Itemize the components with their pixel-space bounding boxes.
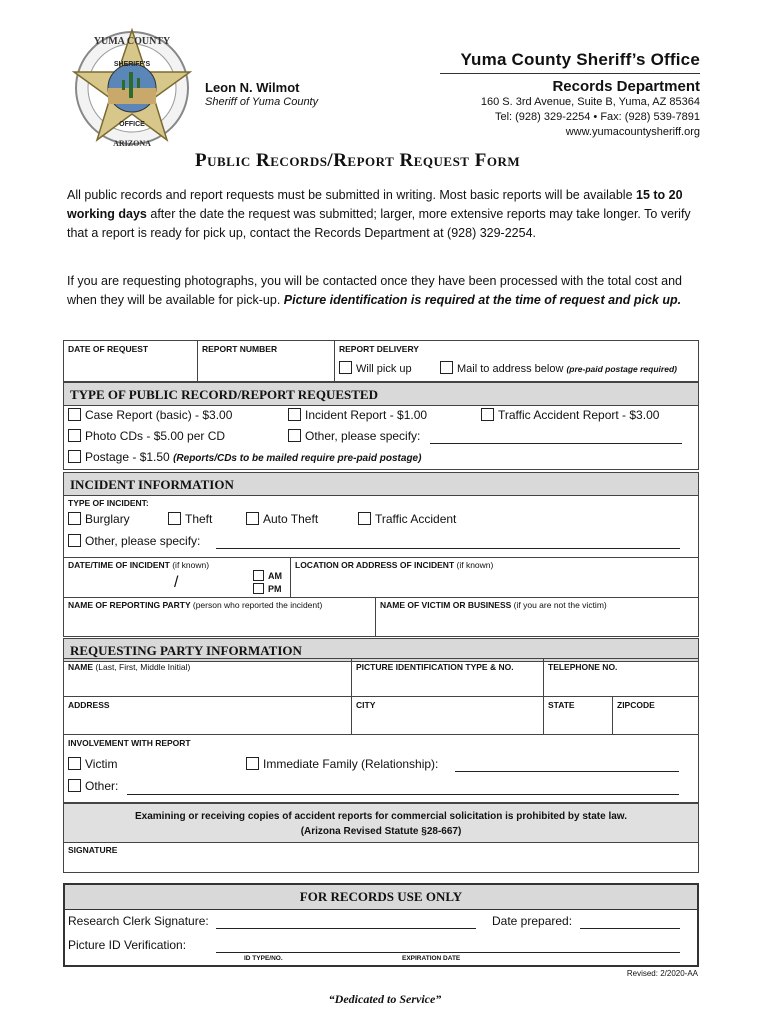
theft-option[interactable]: Theft — [168, 512, 212, 526]
incident-section-title: INCIDENT INFORMATION — [63, 472, 699, 496]
report-number-label: REPORT NUMBER — [202, 344, 278, 354]
pm-checkbox[interactable] — [253, 583, 264, 594]
reporting-party-field[interactable] — [64, 612, 374, 636]
city-field[interactable] — [352, 712, 542, 733]
sheriff-seal-logo — [66, 24, 198, 154]
sheriff-title: Sheriff of Yuma County — [205, 96, 319, 108]
other-incident-checkbox[interactable] — [68, 534, 81, 547]
incident-datetime-field[interactable] — [64, 572, 244, 594]
date-slash: / — [174, 574, 179, 591]
office-phone-fax: Tel: (928) 329-2254 • Fax: (928) 539-7891 — [494, 111, 700, 123]
svg-text:YUMA COUNTY: YUMA COUNTY — [93, 36, 171, 47]
other-involvement-option[interactable]: Other: — [68, 779, 118, 793]
state-field[interactable] — [544, 712, 611, 733]
clerk-signature-field[interactable] — [216, 928, 476, 929]
burglary-option[interactable]: Burglary — [68, 512, 130, 526]
other-involvement-field[interactable] — [127, 794, 679, 795]
picture-id-field[interactable] — [352, 674, 542, 695]
picture-id-verification-field[interactable] — [216, 952, 680, 953]
traffic-report-option[interactable]: Traffic Accident Report - $3.00 — [481, 408, 659, 422]
department-name: Records Department — [552, 78, 700, 95]
incident-report-checkbox[interactable] — [288, 408, 301, 421]
date-prepared-label: Date prepared: — [492, 914, 573, 928]
victim-checkbox[interactable] — [68, 757, 81, 770]
will-pick-up-option[interactable]: Will pick up — [339, 361, 412, 375]
am-option[interactable]: AM — [253, 570, 282, 581]
victim-name-field[interactable] — [377, 612, 697, 636]
form-title: Public Records/Report Request Form — [195, 150, 521, 171]
other-record-checkbox[interactable] — [288, 429, 301, 442]
other-incident-option[interactable]: Other, please specify: — [68, 534, 200, 548]
signature-field[interactable] — [64, 856, 698, 872]
immediate-family-checkbox[interactable] — [246, 757, 259, 770]
expiration-caption: EXPIRATION DATE — [402, 955, 461, 962]
address-field[interactable] — [64, 712, 350, 733]
other-record-option[interactable]: Other, please specify: — [288, 429, 420, 443]
auto-theft-checkbox[interactable] — [246, 512, 259, 525]
traffic-accident-option[interactable]: Traffic Accident — [358, 512, 456, 526]
relationship-field[interactable] — [455, 771, 679, 772]
incident-report-option[interactable]: Incident Report - $1.00 — [288, 408, 427, 422]
office-name: Yuma County Sheriff’s Office — [460, 50, 700, 69]
picture-id-label: PICTURE IDENTIFICATION TYPE & NO. — [356, 662, 514, 672]
sheriff-name: Leon N. Wilmot — [205, 80, 300, 95]
postage-checkbox[interactable] — [68, 450, 81, 463]
telephone-field[interactable] — [544, 674, 697, 695]
burglary-checkbox[interactable] — [68, 512, 81, 525]
incident-location-field[interactable] — [292, 572, 697, 594]
date-of-request-field[interactable] — [64, 356, 196, 380]
mail-to-address-option[interactable]: Mail to address below (pre-paid postage required) — [440, 361, 677, 375]
city-label: CITY — [356, 700, 376, 710]
footer-motto: “Dedicated to Service” — [328, 992, 442, 1006]
auto-theft-option[interactable]: Auto Theft — [246, 512, 318, 526]
picture-id-verification-label: Picture ID Verification: — [68, 938, 187, 952]
postage-option[interactable]: Postage - $1.50 (Reports/CDs to be mailed require pre-paid postage) — [68, 450, 421, 464]
legal-notice — [63, 803, 699, 843]
immediate-family-option[interactable]: Immediate Family (Relationship): — [246, 757, 438, 771]
id-type-caption: ID TYPE/NO. — [244, 955, 283, 962]
other-incident-field[interactable] — [216, 548, 680, 549]
svg-text:OFFICE: OFFICE — [119, 121, 145, 128]
header-divider — [440, 73, 700, 74]
type-section-title: TYPE OF PUBLIC RECORD/REPORT REQUESTED — [63, 382, 699, 406]
date-prepared-field[interactable] — [580, 928, 680, 929]
pm-option[interactable]: PM — [253, 583, 282, 594]
intro-paragraph-2: If you are requesting photographs, you will be contacted once they have been processed with the total cost and when they will be available for pick-up. Picture identification is required at the time of request and pick up. — [67, 274, 682, 307]
involvement-label: INVOLVEMENT WITH REPORT — [68, 738, 191, 748]
traffic-report-checkbox[interactable] — [481, 408, 494, 421]
type-of-incident-label: TYPE OF INCIDENT: — [68, 498, 149, 508]
records-use-only-title: FOR RECORDS USE ONLY — [65, 885, 697, 910]
photo-cds-option[interactable]: Photo CDs - $5.00 per CD — [68, 429, 225, 443]
victim-name-label: NAME OF VICTIM OR BUSINESS (if you are not the victim) — [380, 600, 607, 610]
office-website[interactable]: www.yumacountysheriff.org — [565, 126, 700, 138]
telephone-label: TELEPHONE NO. — [548, 662, 618, 672]
mail-to-address-checkbox[interactable] — [440, 361, 453, 374]
traffic-accident-checkbox[interactable] — [358, 512, 371, 525]
other-record-field[interactable] — [430, 443, 682, 444]
incident-location-label: LOCATION OR ADDRESS OF INCIDENT (if known) — [295, 560, 494, 570]
name-label: NAME (Last, First, Middle Initial) — [68, 662, 191, 672]
intro-paragraph-1: All public records and report requests must be submitted in writing. Most basic reports will be available 15 to 20 working days after the date the request was submitted; larger, more extensive reports may take longer. To verify that a report is ready for pick up, contact the Records Department at (928) 329-2254. — [67, 188, 691, 240]
signature-label: SIGNATURE — [68, 845, 118, 855]
requesting-section-title: REQUESTING PARTY INFORMATION — [63, 638, 699, 662]
zipcode-label: ZIPCODE — [617, 700, 655, 710]
report-number-field[interactable] — [198, 356, 333, 380]
legal-notice-line2: (Arizona Revised Statute §28-667) — [300, 826, 462, 837]
photo-cds-checkbox[interactable] — [68, 429, 81, 442]
case-report-option[interactable]: Case Report (basic) - $3.00 — [68, 408, 232, 422]
date-of-request-label: DATE OF REQUEST — [68, 344, 149, 354]
legal-notice-line1: Examining or receiving copies of accident reports for commercial solicitation is prohibited by state law. — [135, 811, 627, 822]
name-field[interactable] — [64, 674, 350, 695]
reporting-party-label: NAME OF REPORTING PARTY (person who reported the incident) — [68, 600, 323, 610]
revised-note: Revised: 2/2020-AA — [626, 969, 698, 978]
will-pick-up-checkbox[interactable] — [339, 361, 352, 374]
address-label: ADDRESS — [68, 700, 110, 710]
zipcode-field[interactable] — [613, 712, 697, 733]
state-label: STATE — [548, 700, 575, 710]
svg-text:ARIZONA: ARIZONA — [113, 139, 151, 148]
incident-datetime-label: DATE/TIME OF INCIDENT (if known) — [68, 560, 210, 570]
office-address: 160 S. 3rd Avenue, Suite B, Yuma, AZ 85364 — [480, 96, 700, 108]
clerk-signature-label: Research Clerk Signature: — [68, 914, 209, 928]
am-checkbox[interactable] — [253, 570, 264, 581]
case-report-checkbox[interactable] — [68, 408, 81, 421]
theft-checkbox[interactable] — [168, 512, 181, 525]
victim-option[interactable]: Victim — [68, 757, 117, 771]
report-delivery-label: REPORT DELIVERY — [339, 344, 419, 354]
office-header — [460, 50, 700, 140]
other-involvement-checkbox[interactable] — [68, 779, 81, 792]
svg-text:SHERIFF'S: SHERIFF'S — [113, 61, 151, 68]
